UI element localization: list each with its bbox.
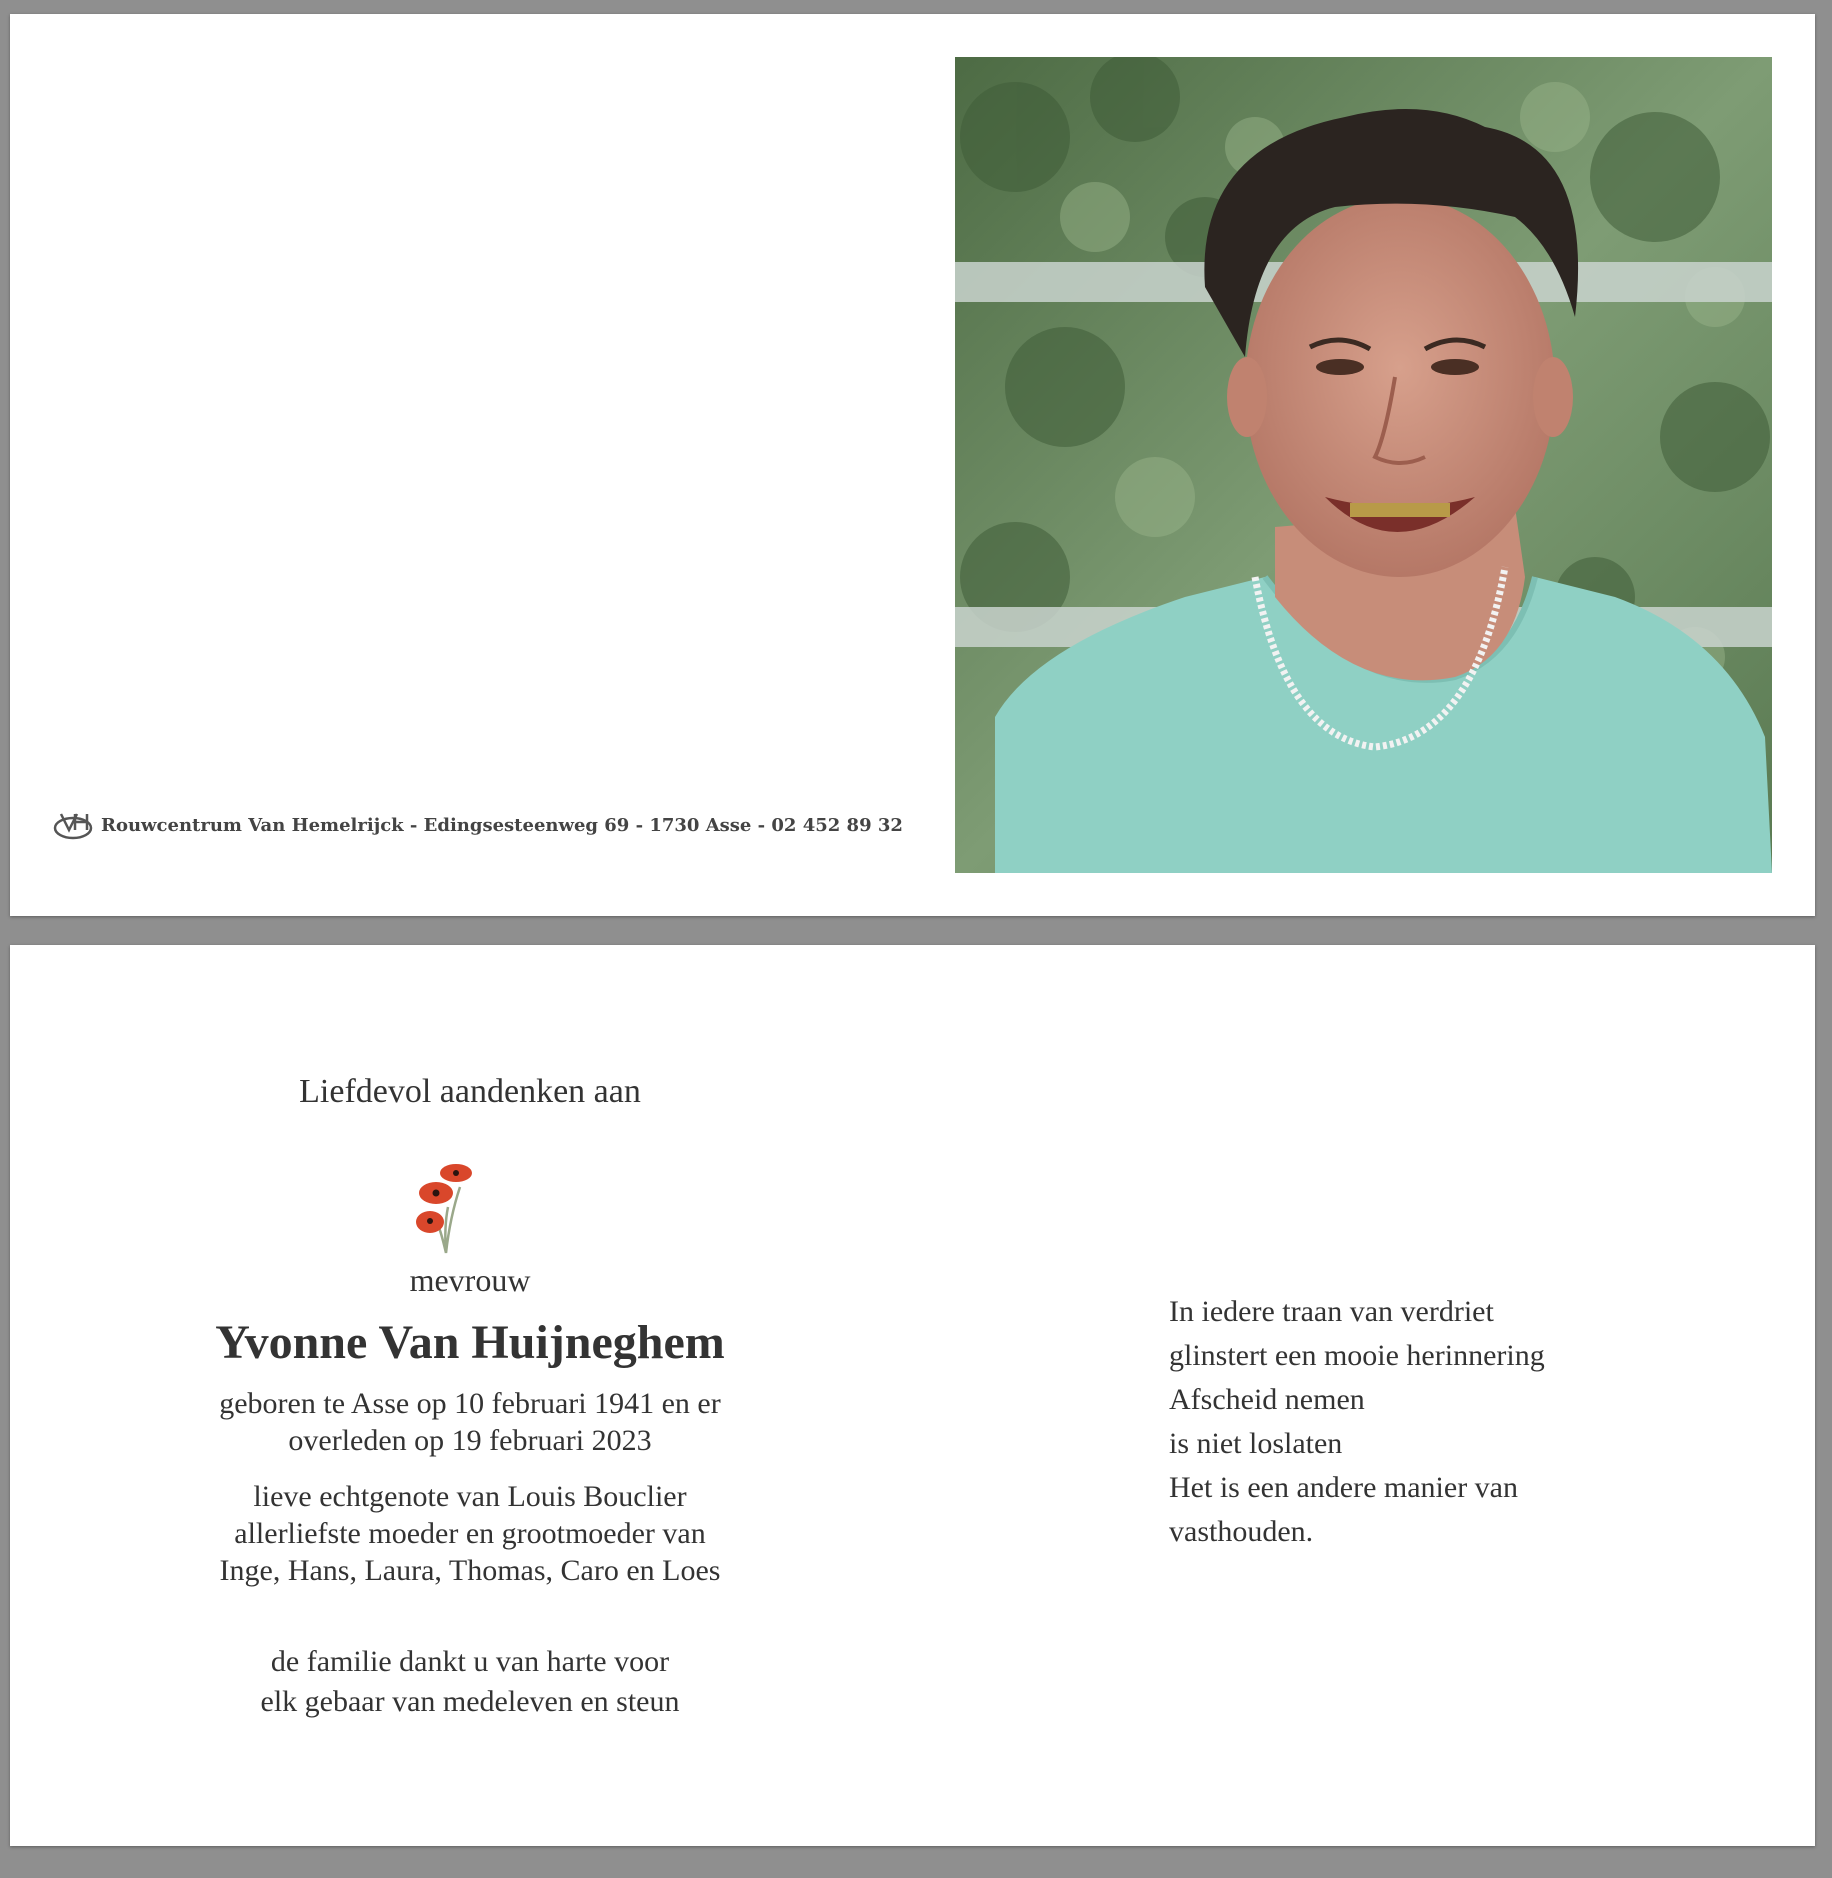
thanks-text [10,1642,930,1722]
salutation: mevrouw [409,1262,531,1298]
family-text [10,1478,930,1589]
funeral-home-info: Rouwcentrum Van Hemelrijck - Edingsesteenweg 69 - 1730 Asse - 02 452 89 32 [101,814,903,836]
poem-line: Afscheid nemen [1169,1383,1365,1416]
birth-death-text [10,1385,930,1459]
front-card [10,14,1815,916]
portrait-photo [955,57,1772,873]
poem-line: glinstert een mooie herinnering [1169,1339,1545,1372]
intro-text: Liefdevol aandenken aan [299,1073,641,1110]
thanks-line: de familie dankt u van harte voor [270,1645,670,1678]
born-line: overleden op 19 februari 2023 [288,1424,652,1457]
thanks-line: elk gebaar van medeleven en steun [260,1685,680,1718]
born-line: geboren te Asse op 10 februari 1941 en er [219,1387,721,1420]
back-card [10,945,1815,1846]
poem-line: vasthouden. [1169,1515,1314,1548]
poem-line: Het is een andere manier van [1169,1471,1518,1504]
poem [1169,1290,1545,1554]
deceased-name: Yvonne Van Huijneghem [215,1316,725,1369]
poem-line: is niet loslaten [1169,1427,1343,1460]
family-line: lieve echtgenote van Louis Bouclier [253,1480,687,1513]
vh-monogram-logo-icon [53,810,95,840]
poppy-flower-icon [410,1157,480,1255]
poem-line: In iedere traan van verdriet [1169,1295,1494,1328]
funeral-home-footer [53,810,903,840]
family-line: allerliefste moeder en grootmoeder van [234,1517,706,1550]
family-line: Inge, Hans, Laura, Thomas, Caro en Loes [219,1554,721,1587]
